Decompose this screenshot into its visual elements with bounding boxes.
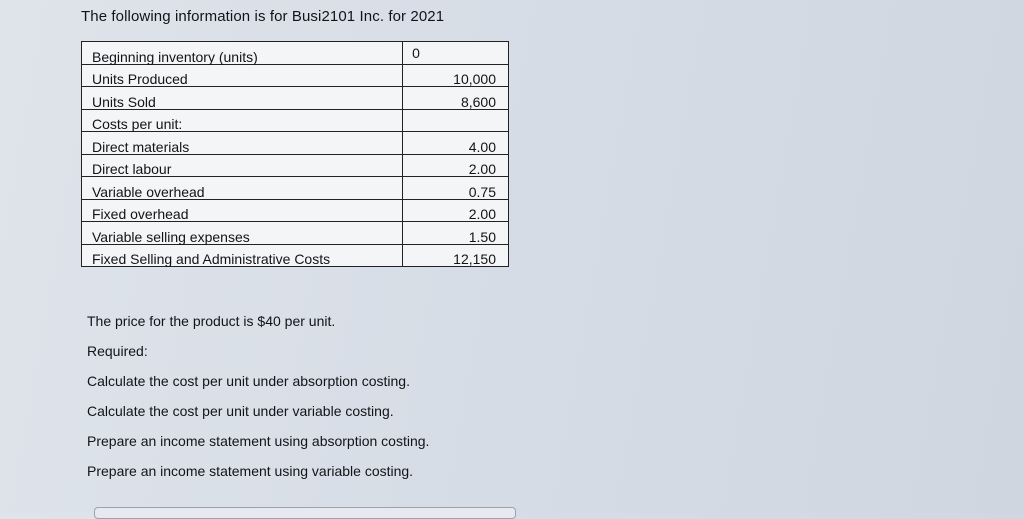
table-row xyxy=(82,244,509,267)
row-value: 2.00 xyxy=(403,199,509,222)
table-row xyxy=(82,199,509,222)
requirement-item: Prepare an income statement using variable costing. xyxy=(87,463,414,479)
table-row xyxy=(82,109,509,132)
required-heading: Required: xyxy=(87,343,148,359)
row-label: Fixed Selling and Administrative Costs xyxy=(82,244,403,267)
row-value: 0.75 xyxy=(403,177,509,200)
row-value: 2.00 xyxy=(403,154,509,177)
table-row xyxy=(82,64,509,87)
requirement-item: Calculate the cost per unit under variable costing. xyxy=(87,403,394,419)
row-value: 10,000 xyxy=(403,64,509,87)
row-label: Variable overhead xyxy=(82,177,403,200)
input-box-edge xyxy=(94,507,516,519)
data-table xyxy=(81,41,509,267)
row-value: 0 xyxy=(403,42,509,65)
table-row xyxy=(82,177,509,200)
row-label: Variable selling expenses xyxy=(82,222,403,245)
requirement-item: Prepare an income statement using absorption costing. xyxy=(87,433,430,449)
row-value: 1.50 xyxy=(403,222,509,245)
table-row xyxy=(82,154,509,177)
table-row xyxy=(82,222,509,245)
row-label: Direct materials xyxy=(82,132,403,155)
row-value: 4.00 xyxy=(403,132,509,155)
table-row xyxy=(82,87,509,110)
requirement-item: Calculate the cost per unit under absorption costing. xyxy=(87,373,410,389)
row-value xyxy=(403,109,509,132)
table-row xyxy=(82,42,509,65)
row-label: Direct labour xyxy=(82,154,403,177)
price-note: The price for the product is $40 per unit. xyxy=(87,313,336,329)
instructions xyxy=(87,313,429,493)
row-value: 8,600 xyxy=(403,87,509,110)
page-title: The following information is for Busi2101 Inc. for 2021 xyxy=(81,8,445,25)
row-label: Fixed overhead xyxy=(82,199,403,222)
row-label: Beginning inventory (units) xyxy=(82,42,403,65)
row-value: 12,150 xyxy=(403,244,509,267)
row-label: Units Produced xyxy=(82,64,403,87)
table-row xyxy=(82,132,509,155)
row-label: Costs per unit: xyxy=(82,109,403,132)
row-label: Units Sold xyxy=(82,87,403,110)
